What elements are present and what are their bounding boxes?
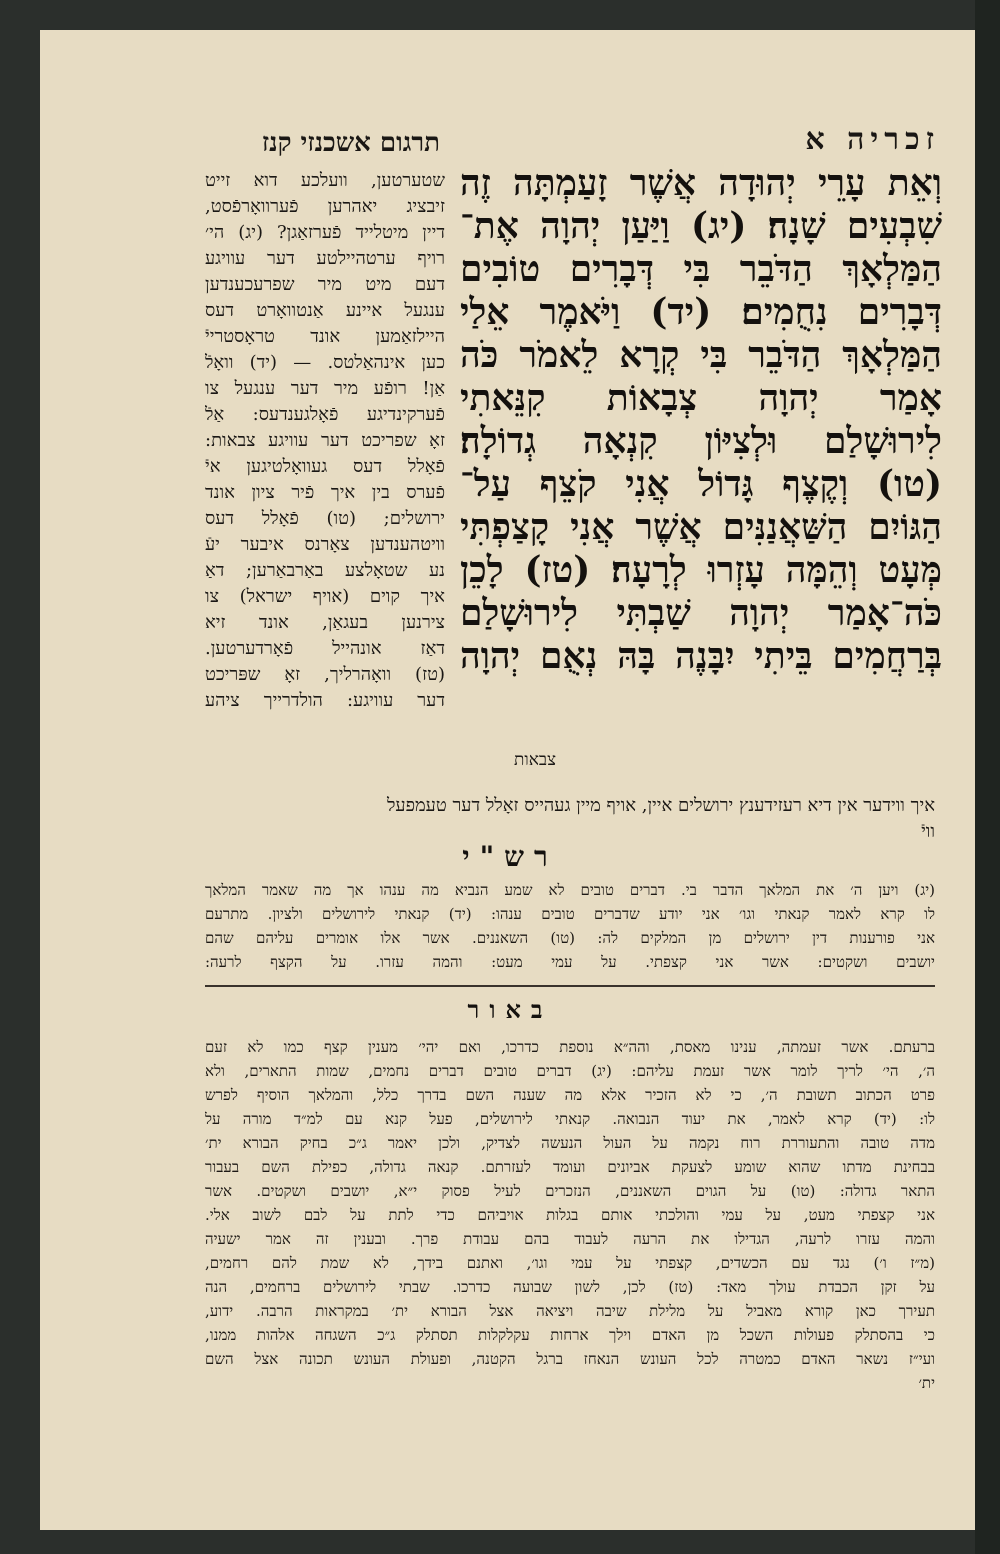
yiddish-continuation — [205, 793, 935, 845]
biur-line: בבחינת מדתו שהוא שומע לצעקת אביונים ועומד לעזרתם. קנאה גדולה, כפילת השם בעבור — [205, 1158, 935, 1176]
biur-line: ה׳, הי׳ לריך לומר אשר זעמת עליהם: (יג) דברים טובים דברים נחמים, שמות התארים, ולא — [205, 1062, 935, 1080]
hebrew-line: בְּרַחֲמִים בֵּיתִי יִבָּנֶה בָּהּ נְאֻם יְהוָה — [460, 635, 942, 677]
rashi-commentary — [205, 878, 935, 974]
biur-line: ועי״ז נשאר האדם כמטרה לכל העונש הנאחז ברגל הקטנה, ופעולת העונש תכונה אצל השם — [205, 1350, 935, 1368]
book-spine — [975, 0, 1000, 1554]
yiddish-translation-column — [205, 168, 445, 714]
hebrew-text-column — [460, 162, 942, 678]
yiddish-line: פֿאָלל דעס געוואָלטיגען איֿ — [205, 456, 445, 477]
yiddish-line: נע שטאָלצע באַרבאַרען; דאַ — [205, 560, 445, 581]
rashi-heading: רש"י — [462, 840, 558, 873]
catchword: צבאות — [513, 750, 557, 770]
yiddish-continuation-line: איך ווידער אין דיא רעזידענץ ירושלים איין, אויף מיין געהייס זאָלל דער טעמפעל — [386, 795, 935, 816]
yiddish-line: רויף ערטהיילטע דער עוויגע — [205, 248, 445, 269]
rashi-line: יושבים ושקטים: אשר אני קצפתי. על עמי מעט: והמה עזרו. על הקצף לרעה: — [205, 953, 935, 971]
hebrew-line: מְּעָט וְהֵמָּה עָזְרוּ לְרָעָה׃ (טז) לָכֵן — [460, 549, 942, 591]
hebrew-line: הַמַּלְאָךְ הַדֹּבֵר בִּי קְרָא לֵאמֹר כֹּה — [460, 334, 942, 376]
hebrew-line: אָמַר יְהוָה צְבָאוֹת קִנֵּאתִי — [460, 377, 942, 419]
biur-line: התאר גדולה: (טו) על הגוים השאננים, הנזכרים לעיל פסוק י״א, יושבים ושקטים. אשר — [205, 1182, 935, 1200]
yiddish-continuation-line: וויֿ — [921, 821, 935, 842]
yiddish-line: פֿערקינדיגע פֿאָלגענדעס: אַלֿ — [205, 404, 445, 425]
yiddish-line: זאָ שפריכט דער עוויגע צבאות: — [205, 430, 445, 451]
biur-line: כי בהסתלק פעולות השכל מן האדם וילך ארחות עקלקלות תסתלק ג״כ השגחה אלהות ממנו, — [205, 1326, 935, 1344]
biur-line: מדה טובה והתעוררת רוח נקמה על העול הנעשה לצדיק, ולכן יאמר ג״כ בחיק הבורא ית׳ — [205, 1134, 935, 1152]
rashi-line: אני פורענות דין ירושלים מן המלקים לה: (טו) השאננים. אשר אלו אומרים עליהם שהם — [205, 929, 935, 947]
yiddish-line: דער עוויגע: הולדרייך ציהע — [205, 690, 445, 711]
yiddish-line: דעם מיט מיר שפרעכענדען — [205, 274, 445, 295]
biur-commentary — [205, 1035, 935, 1395]
header-translation-title: תרגום אשכנזי קנז — [261, 128, 440, 158]
hebrew-line: דְּבָרִים נִחֻמִים׃ (יד) וַיֹּאמֶר אֵלַי — [460, 291, 942, 333]
rashi-line: לו קרא לאמר קנאתי וגו׳ אני יודע שדברים טובים ענהו: (יד) קנאתי לירושלים ולציון. מתרעם — [205, 905, 935, 923]
biur-line: פרט הכתוב תשובת ה׳, כי לא הזכיר אלא מה שענה השם בדרך כלל, והמלאך הוסיף לפרש — [205, 1086, 935, 1104]
hebrew-line: הַגּוֹיִם הַשַּׁאֲנַנִּים אֲשֶׁר אֲנִי קָצַפְתִּי — [460, 506, 942, 548]
yiddish-line: (טז) וואָהרליך, זאָ שפּריכט — [205, 664, 445, 685]
yiddish-line: איך קוים (אויף ישראל) צו — [205, 586, 445, 607]
header-book-title: זכריה א — [805, 122, 940, 157]
biur-line: (מ״ז ו׳) נגד עם הכשדים, קצפתי על עמי וגו׳, ואתנם בידך, לא שמת להם רחמים, — [205, 1254, 935, 1272]
hebrew-line: לִירוּשָׁלַם וּלְצִיּוֹן קִנְאָה גְדוֹלָה׃ — [460, 420, 942, 462]
yiddish-line: דיין מיטלייד פֿערזאַגן? (יג) הי׳ — [205, 222, 445, 243]
yiddish-line: צירנען בעגאַן, אונד זיא — [205, 612, 445, 633]
hebrew-line: כֹּה־אָמַר יְהוָה שַׁבְתִּי לִירוּשָׁלַם — [460, 592, 942, 634]
yiddish-line: ענגעל איינע אַנטוואָרט דעס — [205, 300, 445, 321]
biur-line: תעירך כאן קורא מאביל על מלילת שיבה ויציאה אצל הבורא ית׳ במקראות הרבה. ידוע, — [205, 1302, 935, 1320]
section-divider — [205, 985, 935, 987]
hebrew-line: (טו) וְקֶצֶף גָּדוֹל אֲנִי קֹצֵף עַל־ — [460, 463, 942, 505]
rashi-line: (יג) ויען ה׳ את המלאך הדבר בי. דברים טובים לא שמע הנביא מה ענהו אך מה שאמר המלאך — [205, 881, 935, 899]
biur-line: אני קצפתי מעט, על עמי והולכתי אותם בגלות אויביהם כדי לתת על לבם לשוב אלי. — [205, 1206, 935, 1224]
biur-line: על זקן הכבדת עולך מאד: (טז) לכן, לשון שבועה כדרכו. שבתי לירושלים ברחמים, הנה — [205, 1278, 935, 1296]
yiddish-line: ירושלים; (טו) פֿאָלל דעס — [205, 508, 445, 529]
yiddish-line: היילזאַמען אונד טראָסטרייֿ — [205, 326, 445, 347]
yiddish-line: זיבציג יאהרען פֿערוואָרפֿסט, — [205, 196, 445, 217]
biur-line: לו: (יד) קרא לאמר, את יעוד הנבואה. קנאתי לירושלים, פעל קנא עם למ״ד מורה על — [205, 1110, 935, 1128]
yiddish-line: פֿערס בין איך פֿיר ציון אונד — [205, 482, 445, 503]
hebrew-line: וְאֵת עָרֵי יְהוּדָה אֲשֶׁר זָעַמְתָּה זֶה — [460, 162, 942, 204]
yiddish-line: כען אינהאַלטס. — (יד) וואָלֿ — [205, 352, 445, 373]
hebrew-line: הַמַּלְאָךְ הַדֹּבֵר בִּי דְּבָרִים טוֹבִים — [460, 248, 942, 290]
biur-line: ברעתם. אשר זעמתה, ענינו מאסת, והה״א נוספת כדרכו, ואם יהי׳ מענין קצף כמו לא זעם — [205, 1038, 935, 1056]
yiddish-line: אַן! רופֿע מיר דער ענגעל צו — [205, 378, 445, 399]
biur-line: והמה עזרו לרעה, הגדילו את הרעה לעבוד בהם עבודת פרך. ובענין זה אמר ישעיה — [205, 1230, 935, 1248]
yiddish-line: וויטהענדען צאָרנס איבער יעֿ — [205, 534, 445, 555]
biur-line: ית׳ — [918, 1374, 935, 1392]
yiddish-line: דאַז אונהייל פֿאָרדערטען. — [205, 638, 445, 659]
yiddish-line: שטערטען, וועלכע דוא זייט — [205, 170, 445, 191]
biur-heading: באור — [467, 995, 553, 1024]
hebrew-line: שִׁבְעִים שָׁנָה׃ (יג) וַיַּעַן יְהוָה אֶת־ — [460, 205, 942, 247]
